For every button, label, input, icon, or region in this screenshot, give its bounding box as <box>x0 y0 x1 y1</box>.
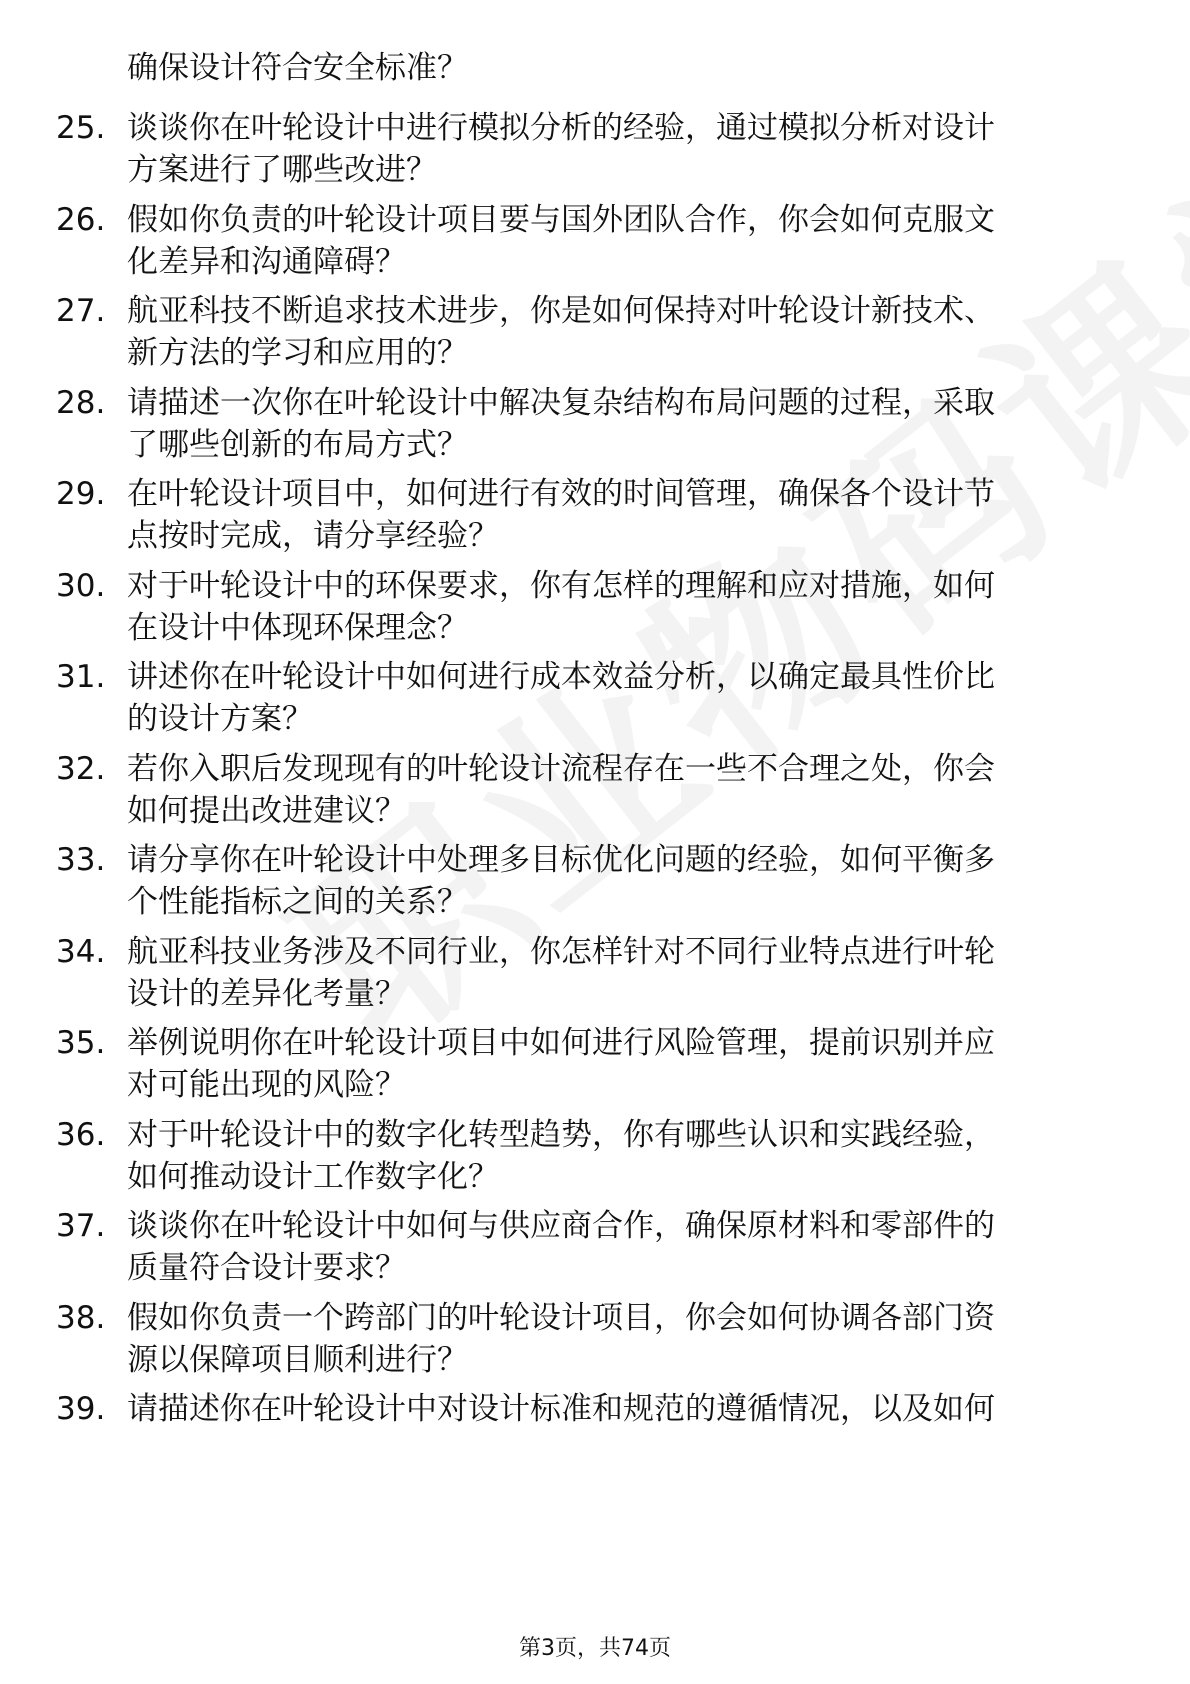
question-number: 28. <box>56 385 106 421</box>
question-text-line1: 请分享你在叶轮设计中处理多目标优化问题的经验，如何平衡多 <box>127 842 995 878</box>
question-text-line2: 的设计方案？ <box>127 701 313 737</box>
question-number: 39. <box>56 1391 106 1427</box>
question-number: 33. <box>56 842 106 878</box>
question-number: 36. <box>56 1117 106 1153</box>
question-text-line1: 举例说明你在叶轮设计项目中如何进行风险管理，提前识别并应 <box>127 1025 995 1061</box>
question-text-line1: 请描述你在叶轮设计中对设计标准和规范的遵循情况，以及如何 <box>127 1391 995 1427</box>
question-number: 32. <box>56 751 106 787</box>
question-number: 25. <box>56 110 106 146</box>
question-text-line2: 新方法的学习和应用的？ <box>127 335 468 371</box>
question-text-line2: 源以保障项目顺利进行？ <box>127 1342 468 1378</box>
continued-line: 确保设计符合安全标准？ <box>127 50 468 86</box>
question-text-line2: 方案进行了哪些改进？ <box>127 152 437 188</box>
question-text-line2: 如何提出改进建议？ <box>127 793 406 829</box>
question-text-line2: 点按时完成，请分享经验？ <box>127 518 499 554</box>
question-text-line1: 对于叶轮设计中的环保要求，你有怎样的理解和应对措施，如何 <box>127 568 995 604</box>
question-text-line2: 个性能指标之间的关系？ <box>127 884 468 920</box>
question-number: 38. <box>56 1300 106 1336</box>
question-text-line2: 质量符合设计要求？ <box>127 1250 406 1286</box>
question-number: 34. <box>56 934 106 970</box>
question-number: 29. <box>56 476 106 512</box>
question-text-line1: 请描述一次你在叶轮设计中解决复杂结构布局问题的过程，采取 <box>127 385 995 421</box>
question-text-line1: 讲述你在叶轮设计中如何进行成本效益分析，以确定最具性价比 <box>127 659 995 695</box>
question-text-line1: 在叶轮设计项目中，如何进行有效的时间管理，确保各个设计节 <box>127 476 995 512</box>
question-text-line2: 对可能出现的风险？ <box>127 1067 406 1103</box>
question-text-line1: 对于叶轮设计中的数字化转型趋势，你有哪些认识和实践经验， <box>127 1117 995 1153</box>
question-text-line1: 假如你负责的叶轮设计项目要与国外团队合作，你会如何克服文 <box>127 202 995 238</box>
question-number: 30. <box>56 568 106 604</box>
question-text-line1: 谈谈你在叶轮设计中如何与供应商合作，确保原材料和零部件的 <box>127 1208 995 1244</box>
question-text-line1: 假如你负责一个跨部门的叶轮设计项目，你会如何协调各部门资 <box>127 1300 995 1336</box>
question-text-line2: 设计的差异化考量？ <box>127 976 406 1012</box>
question-text-line2: 了哪些创新的布局方式？ <box>127 427 468 463</box>
question-number: 37. <box>56 1208 106 1244</box>
question-number: 26. <box>56 202 106 238</box>
question-text-line1: 若你入职后发现现有的叶轮设计流程存在一些不合理之处，你会 <box>127 751 995 787</box>
question-text-line1: 航亚科技不断追求技术进步，你是如何保持对叶轮设计新技术、 <box>127 293 995 329</box>
question-text-line1: 航亚科技业务涉及不同行业，你怎样针对不同行业特点进行叶轮 <box>127 934 995 970</box>
question-number: 35. <box>56 1025 106 1061</box>
question-number: 27. <box>56 293 106 329</box>
question-text-line1: 谈谈你在叶轮设计中进行模拟分析的经验，通过模拟分析对设计 <box>127 110 995 146</box>
question-text-line2: 化差异和沟通障碍？ <box>127 244 406 280</box>
question-text-line2: 在设计中体现环保理念？ <box>127 610 468 646</box>
question-number: 31. <box>56 659 106 695</box>
question-text-line2: 如何推动设计工作数字化？ <box>127 1159 499 1195</box>
page-footer: 第3页，共74页 <box>519 1636 671 1661</box>
